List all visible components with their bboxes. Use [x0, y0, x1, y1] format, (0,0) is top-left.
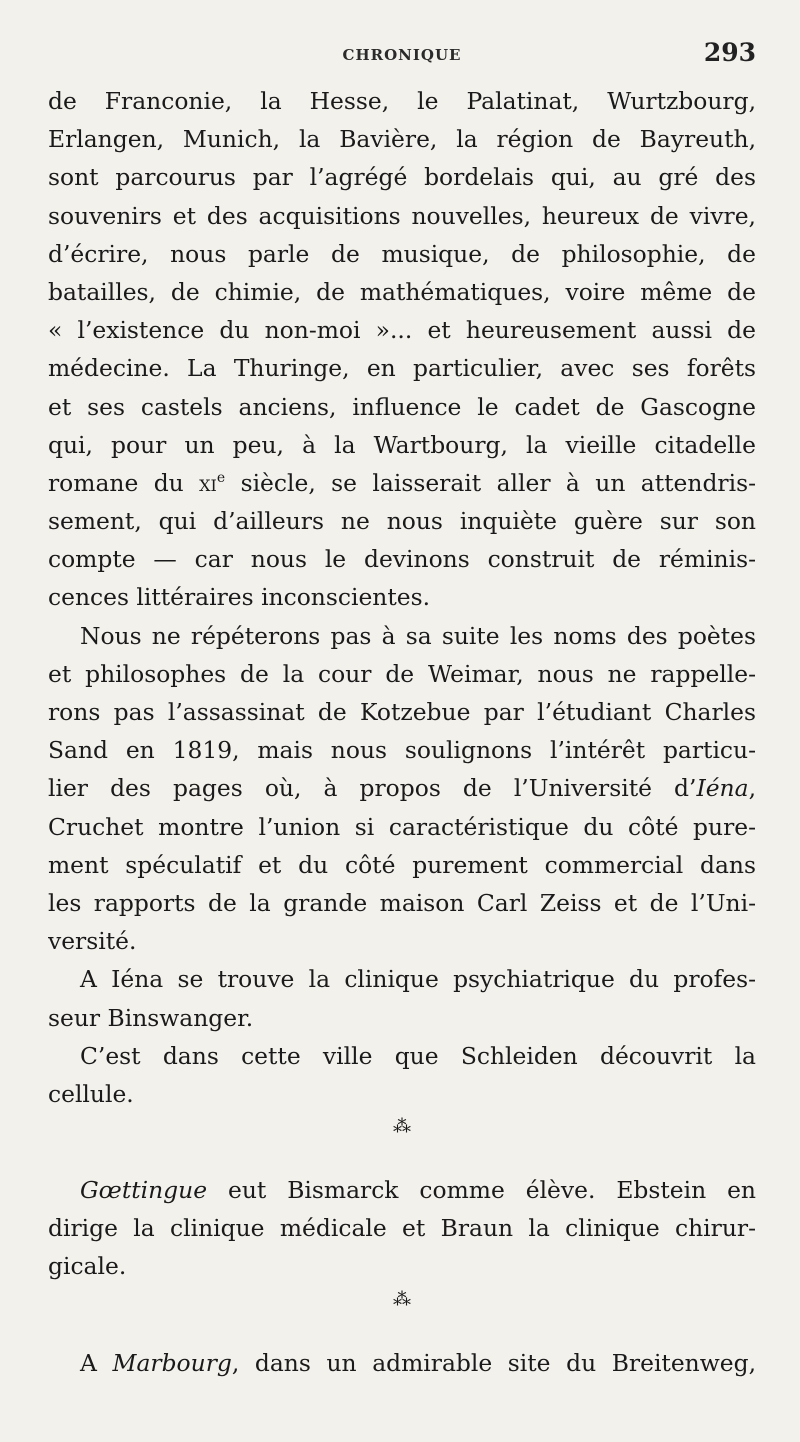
text-fragment: siècle, se laisserait aller à un attendris- — [225, 468, 756, 497]
text-line: Nous ne répéterons pas à sa suite les noms des poètes — [80, 621, 756, 650]
text-fragment: lier des pages où, à propos de l’Université d’ — [48, 774, 697, 803]
text-line: compte — car nous le devinons construit de réminis- — [48, 545, 756, 574]
text-fragment: , — [748, 774, 756, 803]
asterism-separator — [48, 1113, 756, 1171]
text-line: dirige la clinique médicale et Braun la clinique chirur- — [48, 1214, 756, 1243]
text-line: cellule. — [48, 1079, 134, 1108]
century-numeral: xi — [199, 468, 217, 497]
text-fragment: romane du — [48, 468, 184, 497]
text-fragment: A — [80, 1348, 113, 1377]
text-line: A Iéna se trouve la clinique psychiatrique du profes- — [80, 965, 756, 994]
text-line: les rapports de la grande maison Carl Zeiss et de l’Uni- — [48, 888, 756, 917]
text-line: d’écrire, nous parle de musique, de philosophie, de — [48, 239, 756, 268]
text-line: Sand en 1819, mais nous soulignons l’intérêt particu- — [48, 736, 756, 765]
text-line — [48, 1171, 756, 1209]
text-line: versité. — [48, 927, 137, 956]
text-line: qui, pour un peu, à la Wartbourg, la vieille citadelle — [48, 430, 756, 459]
text-line: médecine. La Thuringe, en particulier, avec ses forêts — [48, 354, 756, 383]
text-line: « l’existence du non-moi »... et heureusement aussi de — [48, 316, 756, 345]
italic-place-name: Gœttingue — [80, 1176, 208, 1205]
text-line — [48, 464, 756, 502]
text-line: rons pas l’assassinat de Kotzebue par l’étudiant Charles — [48, 698, 756, 726]
asterism: ⁂ — [393, 1116, 411, 1138]
body-text — [48, 82, 756, 1382]
text-line: de Franconie, la Hesse, le Palatinat, Wurtzbourg, — [48, 87, 756, 115]
text-fragment: eut Bismarck comme élève. Ebstein en — [207, 1176, 756, 1205]
text-line — [48, 769, 756, 807]
text-line: batailles, de chimie, de mathématiques, voire même de — [48, 277, 756, 306]
page-header — [48, 38, 756, 72]
italic-place-name: Marbourg — [112, 1348, 232, 1377]
text-line — [48, 1344, 756, 1382]
text-line: et philosophes de la cour de Weimar, nous ne rappelle- — [48, 659, 756, 688]
text-line: sont parcourus par l’agrégé bordelais qui, au gré des — [48, 163, 756, 192]
text-line: sement, qui d’ailleurs ne nous inquiète guère sur son — [48, 507, 756, 536]
running-head: CHRONIQUE — [342, 46, 462, 64]
page-number: 293 — [703, 38, 756, 67]
text-line: souvenirs et des acquisitions nouvelles, heureux de vivre, — [48, 201, 756, 230]
text-line: Erlangen, Munich, la Bavière, la région de Bayreuth, — [48, 125, 756, 154]
text-line: et ses castels anciens, influence le cadet de Gascogne — [48, 392, 756, 421]
text-line: seur Binswanger. — [48, 1003, 254, 1032]
text-line: ment spéculatif et du côté purement commercial dans — [48, 850, 756, 879]
text-line: cences littéraires inconscientes. — [48, 583, 431, 612]
asterism: ⁂ — [393, 1288, 411, 1310]
text-line: Cruchet montre l’union si caractéristique du côté pure- — [48, 812, 756, 841]
text-line: C’est dans cette ville que Schleiden découvrit la — [80, 1041, 756, 1070]
text-fragment: , dans un admirable site du Breitenweg, — [231, 1348, 756, 1377]
superscript: e — [216, 470, 226, 487]
asterism-separator — [48, 1286, 756, 1344]
italic-place-name: Iéna — [696, 774, 749, 803]
text-line: gicale. — [48, 1252, 127, 1281]
